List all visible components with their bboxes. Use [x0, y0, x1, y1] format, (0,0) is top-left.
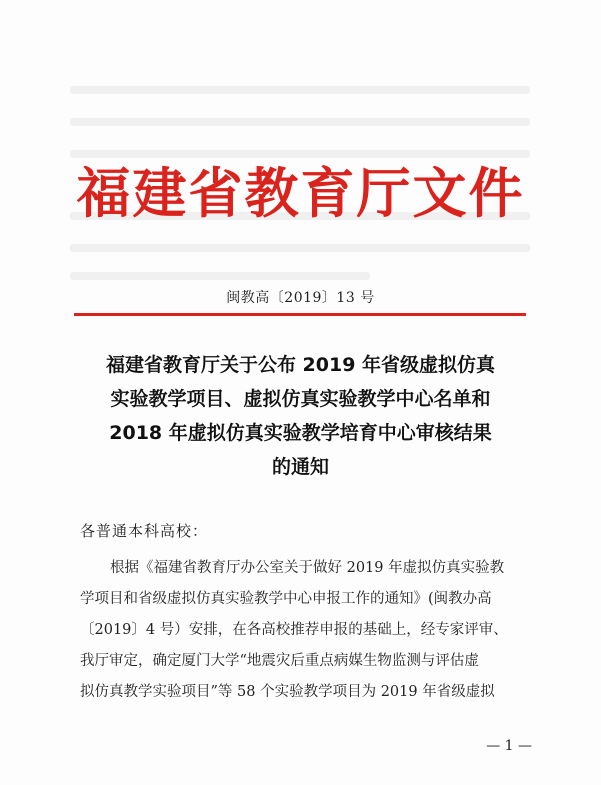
- body-line: 根据《福建省教育厅办公室关于做好 2019 年虚拟仿真实验教: [110, 560, 505, 576]
- document-masthead: 福建省教育厅文件: [76, 162, 525, 225]
- bleed-through-line: [70, 150, 530, 158]
- body-line: 学项目和省级虚拟仿真实验教学中心申报工作的通知》(闽教办高: [80, 591, 492, 607]
- notice-title: [60, 348, 541, 484]
- document-number: 闽教高〔2019〕13 号: [226, 290, 375, 306]
- bleed-through-line: [70, 244, 530, 252]
- body-line: 我厅审定，确定厦门大学“地震灾后重点病媒生物监测与评估虚: [80, 653, 479, 669]
- bleed-through-line: [70, 118, 530, 126]
- page-number: — 1 —: [486, 738, 532, 754]
- salutation: 各普通本科高校：: [80, 522, 209, 540]
- notice-title-line: 的通知: [271, 456, 329, 478]
- bleed-through-line: [70, 272, 370, 280]
- body-line: 〔2019〕4 号）安排，在各高校推荐申报的基础上，经专家评审、: [80, 622, 508, 638]
- notice-title-line: 实验教学项目、虚拟仿真实验教学中心名单和: [110, 388, 491, 410]
- notice-title-line: 2018 年虚拟仿真实验教学培育中心审核结果: [109, 422, 492, 444]
- red-separator-line: [74, 313, 526, 316]
- notice-body: [80, 553, 532, 708]
- bleed-through-line: [70, 86, 530, 94]
- body-line: 拟仿真教学实验项目”等 58 个实验教学项目为 2019 年省级虚拟: [80, 684, 495, 700]
- notice-title-line: 福建省教育厅关于公布 2019 年省级虚拟仿真: [105, 354, 496, 376]
